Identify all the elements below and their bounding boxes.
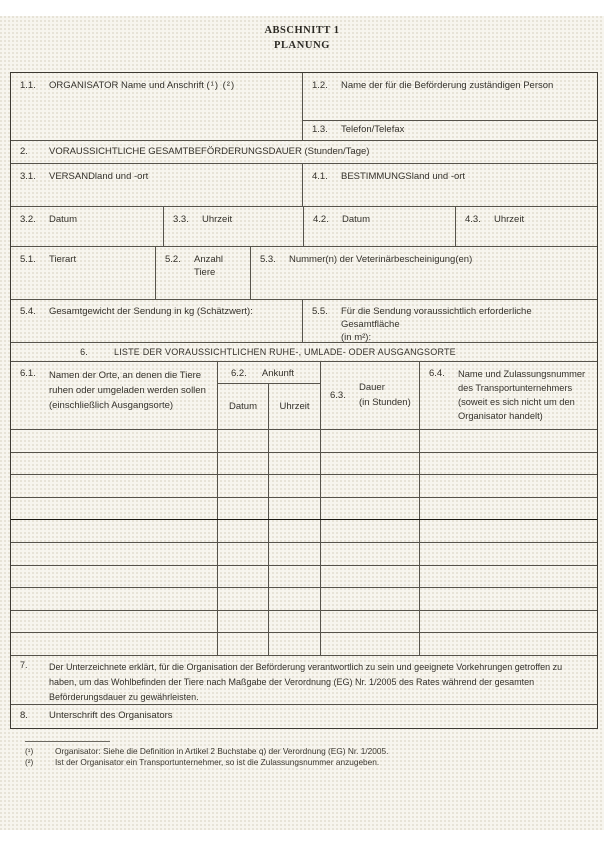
empty-cell (11, 543, 218, 565)
empty-cell (11, 498, 218, 520)
field-number: 3.2. (20, 214, 36, 225)
field-number: 5.4. (20, 306, 36, 317)
field-7-declaration (11, 655, 597, 704)
scan-edge-top (0, 0, 604, 16)
field-1-1-organiser (11, 73, 303, 140)
empty-row (11, 588, 597, 611)
field-number: 6.3. (330, 390, 346, 401)
field-label: VERSANDland und -ort (49, 171, 149, 182)
column-header-arrival-time: Uhrzeit (279, 401, 310, 412)
empty-cell (218, 498, 269, 520)
row-1-right-stack (303, 73, 597, 140)
field-number: 3.3. (173, 214, 189, 225)
empty-cell (321, 498, 420, 520)
empty-cell (11, 520, 218, 542)
field-3-2-departure-date (11, 207, 164, 246)
empty-cell (420, 588, 597, 610)
field-label: Uhrzeit (494, 214, 525, 225)
row-1 (11, 73, 597, 141)
field-label: Unterschrift des Organisators (49, 710, 173, 721)
section-subtitle: PLANUNG (273, 40, 331, 51)
field-number: 3.1. (20, 171, 36, 182)
empty-cell (321, 566, 420, 588)
column-header-places (11, 362, 218, 429)
footnote-2 (25, 757, 585, 768)
column-label: Dauer (in Stunden) (359, 381, 411, 408)
planning-form-table (10, 72, 598, 729)
field-label: Anzahl Tiere (194, 254, 224, 278)
field-4-3-destination-time (456, 207, 597, 246)
field-label: Gesamtgewicht der Sendung in kg (Schätzwert): (49, 306, 253, 317)
column-header-arrival (218, 362, 321, 429)
field-label: Datum (49, 214, 77, 225)
empty-cell (218, 520, 269, 542)
empty-cell (321, 633, 420, 655)
empty-cell (321, 588, 420, 610)
empty-cell (321, 453, 420, 475)
empty-cell (218, 430, 269, 452)
empty-row (11, 453, 597, 476)
field-label: Uhrzeit (202, 214, 233, 225)
field-number: 2. (20, 146, 28, 157)
empty-cell (269, 475, 321, 497)
empty-row (11, 498, 597, 521)
field-5-2-number-of-animals (156, 247, 251, 299)
field-number: 5.5. (312, 306, 328, 317)
field-number: 6.1. (20, 368, 36, 379)
empty-cell (269, 498, 321, 520)
row-3b-dates-times (11, 207, 597, 247)
empty-cell (420, 633, 597, 655)
empty-cell (420, 520, 597, 542)
empty-cell (269, 520, 321, 542)
column-header-transporter (420, 362, 597, 429)
row-3-departure-destination (11, 164, 597, 207)
empty-row (11, 633, 597, 656)
empty-cell (269, 611, 321, 633)
empty-cell (11, 588, 218, 610)
field-3-1-departure-place (11, 164, 303, 206)
row-5b-weight-area (11, 300, 597, 343)
row-8-signature (11, 705, 597, 728)
field-number: 4.1. (312, 171, 328, 182)
empty-cell (269, 453, 321, 475)
field-number: 5.1. (20, 254, 36, 265)
empty-cell (11, 453, 218, 475)
field-label: Für die Sendung voraussichtlich erforderliche Gesamtfläche (in m²): (341, 306, 532, 343)
empty-cell (269, 633, 321, 655)
column-header-duration (321, 362, 420, 429)
empty-cell (218, 588, 269, 610)
row-2-total-duration (11, 141, 597, 164)
column-label: Ankunft (261, 368, 295, 379)
empty-cell (218, 611, 269, 633)
field-5-4-total-weight (11, 300, 303, 342)
footnote-marks: (¹) (²) (206, 80, 236, 91)
empty-cell (420, 453, 597, 475)
field-label: BESTIMMUNGSland und -ort (341, 171, 466, 182)
field-label: Nummer(n) der Veterinärbescheinigung(en) (289, 254, 473, 265)
field-number: 8. (20, 710, 28, 721)
column-header-arrival-date: Datum (218, 384, 269, 429)
field-number: 6. (80, 347, 88, 357)
field-label: Name der für die Beförderung zuständigen Person (341, 80, 554, 91)
empty-cell (269, 588, 321, 610)
column-label: Name und Zulassungsnummer des Transportunternehmers (soweit es sich nicht um den Organisator handelt) (458, 369, 586, 421)
field-number: 5.2. (165, 254, 181, 265)
row-6-list-title (11, 343, 597, 362)
field-number: 4.3. (465, 214, 481, 225)
declaration-text: Der Unterzeichnete erklärt, für die Organisation der Beförderung verantwortlich zu sein und geeignete Vorkehrungen getroffen zu haben, um das Wohlbefinden der Tiere nach Maßgabe der Verordnung (EG) Nr. 1/2005 des Rates während der gesamten Beförderungsdauer zu gewährleisten. (49, 662, 563, 702)
empty-cell (218, 453, 269, 475)
field-4-2-destination-date (304, 207, 456, 246)
empty-row (11, 430, 597, 453)
row-6-column-headers (11, 362, 597, 430)
empty-cell (420, 611, 597, 633)
empty-cell (321, 430, 420, 452)
empty-row (11, 520, 597, 543)
scan-edge-bottom (0, 830, 604, 854)
field-number: 4.2. (313, 214, 329, 225)
field-number: 6.4. (429, 368, 445, 379)
footnote-marker: (²) (25, 756, 34, 767)
empty-cell (11, 475, 218, 497)
field-number: 7. (20, 660, 28, 670)
field-4-1-destination-place (303, 164, 597, 206)
empty-cell (420, 543, 597, 565)
field-5-5-total-area (303, 300, 597, 342)
field-1-3-telephone (303, 121, 597, 140)
empty-cell (11, 633, 218, 655)
footnote-text: Organisator: Siehe die Definition in Artikel 2 Buchstabe q) der Verordnung (EG) Nr. 1/2005. (55, 746, 389, 756)
footnote-text: Ist der Organisator ein Transportunternehmer, so ist die Zulassungsnummer anzugeben. (55, 756, 380, 767)
empty-cell (269, 543, 321, 565)
row-5-animals (11, 247, 597, 300)
field-label: VORAUSSICHTLICHE GESAMTBEFÖRDERUNGSDAUER (Stunden/Tage) (49, 146, 370, 157)
document-header (0, 25, 604, 51)
empty-cell (269, 566, 321, 588)
empty-cell (11, 430, 218, 452)
footnotes (25, 741, 585, 767)
empty-cell (11, 566, 218, 588)
field-5-3-veterinary-certificate-numbers (251, 247, 597, 299)
empty-cell (218, 633, 269, 655)
empty-cell (420, 498, 597, 520)
empty-cell (218, 475, 269, 497)
footnote-1 (25, 746, 585, 757)
empty-cell (218, 566, 269, 588)
column-label: Namen der Orte, an denen die Tiere ruhen oder umgeladen werden sollen (einschließlich Ausgangsorte) (49, 370, 206, 412)
field-label: Datum (342, 214, 370, 225)
field-number: 6.2. (231, 368, 247, 379)
empty-cell (321, 520, 420, 542)
footnote-separator-rule (25, 741, 110, 742)
field-label: Telefon/Telefax (341, 124, 405, 135)
field-number: 5.3. (260, 254, 276, 265)
field-number: 1.3. (312, 124, 328, 135)
row-7-declaration (11, 655, 597, 705)
section-6-title: LISTE DER VORAUSSICHTLICHEN RUHE-, UMLADE- ODER AUSGANGSORTE (114, 347, 456, 357)
field-8-organiser-signature (11, 705, 597, 728)
section-title: ABSCHNITT 1 (264, 25, 340, 36)
empty-cell (321, 543, 420, 565)
field-number: 1.2. (312, 80, 328, 91)
empty-row (11, 475, 597, 498)
field-label: ORGANISATOR Name und Anschrift (¹) (²) (49, 80, 236, 91)
footnote-marker: (¹) (25, 746, 34, 756)
empty-rows (11, 430, 597, 655)
field-number: 1.1. (20, 80, 36, 91)
field-3-3-departure-time (164, 207, 304, 246)
field-5-1-species (11, 247, 156, 299)
empty-cell (420, 430, 597, 452)
field-label: Tierart (49, 254, 77, 265)
empty-row (11, 543, 597, 566)
field-1-2-responsible-person (303, 73, 597, 121)
empty-cell (420, 475, 597, 497)
empty-row (11, 566, 597, 589)
empty-cell (269, 430, 321, 452)
empty-cell (11, 611, 218, 633)
empty-row (11, 611, 597, 634)
empty-cell (321, 475, 420, 497)
empty-cell (218, 543, 269, 565)
empty-cell (420, 566, 597, 588)
empty-cell (321, 611, 420, 633)
field-2-total-journey-time (11, 141, 597, 163)
